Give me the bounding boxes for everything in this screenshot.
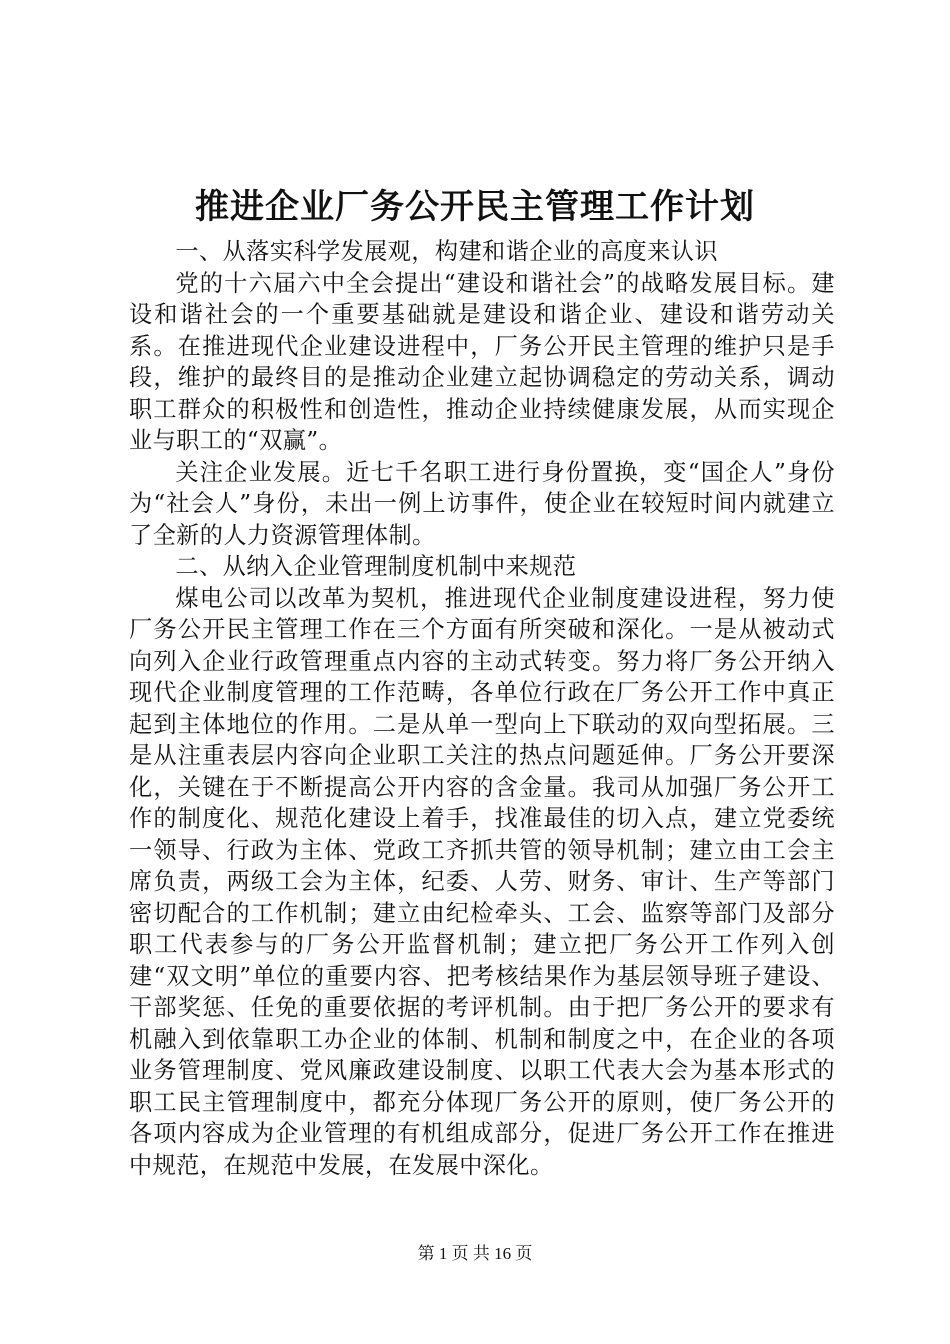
page-footer: 第 1 页 共 16 页: [417, 1244, 533, 1263]
paragraph-1: 党的十六届六中全会提出“建设和谐社会”的战略发展目标。建设和谐社会的一个重要基础就是建设和谐企业、建设和谐劳动关系。在推进现代企业建设进程中，厂务公开民主管理的维护只是手段，维护的最终目的是推动企业建立起协调稳定的劳动关系，调动职工群众的积极性和创造性，推动企业持续健康发展，从而实现企业与职工的“双赢”。: [129, 269, 835, 454]
section-heading-1: 一、从落实科学发展观，构建和谐企业的高度来认识: [175, 238, 718, 265]
document-title: 推进企业厂务公开民主管理工作计划: [195, 187, 755, 227]
section-heading-2: 二、从纳入企业管理制度机制中来规范: [175, 553, 577, 580]
paragraph-2: 关注企业发展。近七千名职工进行身份置换，变“国企人”身份为“社会人”身份，未出一例上访事件，使企业在较短时间内就建立了全新的人力资源管理体制。: [129, 458, 835, 549]
paragraph-3: 煤电公司以改革为契机，推进现代企业制度建设进程，努力使厂务公开民主管理工作在三个方面有所突破和深化。一是从被动式向列入企业行政管理重点内容的主动式转变。努力将厂务公开纳入现代企业制度管理的工作范畴，各单位行政在厂务公开工作中真正起到主体地位的作用。二是从单一型向上下联动的双向型拓展。三是从注重表层内容向企业职工关注的热点问题延伸。厂务公开要深化，关键在于不断提高公开内容的含金量。我司从加强厂务公开工作的制度化、规范化建设上着手，找准最佳的切入点，建立党委统一领导、行政为主体、党政工齐抓共管的领导机制；建立由工会主席负责，两级工会为主体，纪委、人劳、财务、审计、生产等部门密切配合的工作机制；建立由纪检牵头、工会、监察等部门及部分职工代表参与的厂务公开监督机制；建立把厂务公开工作列入创建“双文明”单位的重要内容、把考核结果作为基层领导班子建设、干部奖惩、任免的重要依据的考评机制。由于把厂务公开的要求有机融入到依靠职工办企业的体制、机制和制度之中，在企业的各项业务管理制度、党风廉政建设制度、以职工代表大会为基本形式的职工民主管理制度中，都充分体现厂务公开的原则，使厂务公开的各项内容成为企业管理的有机组成部分，促进厂务公开工作在推进中规范，在规范中发展，在发展中深化。: [129, 584, 835, 1179]
document-body: [129, 236, 835, 1181]
